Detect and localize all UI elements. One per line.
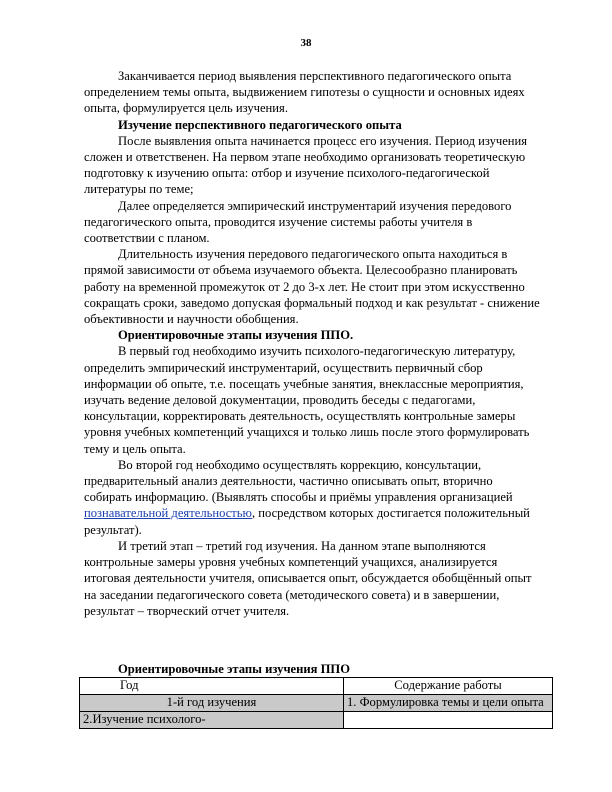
table-cell: 2.Изучение психолого-: [80, 712, 344, 729]
paragraph: Заканчивается период выявления перспективного педагогического опыта определением темы опыта, выдвижением гипотезы о сущности и основных идеях опыта, формулируется цель изучения.: [84, 69, 525, 116]
table-header-year: Год: [80, 678, 344, 695]
table-header-row: [80, 678, 553, 695]
table-header-content: Содержание работы: [344, 678, 553, 695]
table-cell: [344, 712, 553, 729]
cognitive-activity-link[interactable]: познавательной деятельностью: [84, 506, 252, 521]
stages-table: [79, 677, 553, 729]
paragraph-text: Во второй год необходимо осуществлять коррекцию, консультации, предварительный анализ деятельности, частично описывать опыт, вторично собирать информацию. (Выявлять способы и приёмы управления организацией: [84, 457, 513, 505]
table-title: Ориентировочные этапы изучения ППО: [118, 662, 350, 676]
paragraph: После выявления опыта начинается процесс его изучения. Период изучения сложен и ответственен. На первом этапе необходимо организовать теоретическую подготовку к изучению опыта: отбор и изучение психолого-педагогической литературы по теме;: [84, 133, 528, 197]
section-heading: Изучение перспективного педагогического опыта: [118, 117, 402, 132]
section-heading: Ориентировочные этапы изучения ППО.: [118, 328, 354, 343]
document-body: [84, 68, 542, 619]
paragraph: И третий этап – третий год изучения. На данном этапе выполняются контрольные замеры уровня учебных компетенций учащихся, анализируется итоговая деятельности учителя, описывается опыт, обсуждается обобщённый опыт на заседании педагогического совета (методического совета) и в завершении, результат – творческий отчет учителя.: [84, 538, 532, 618]
paragraph: В первый год необходимо изучить психолого-педагогическую литературу, определить эмпирический инструментарий, осуществить первичный сбор информации об опыте, т.е. посещать учебные занятия, внеклассные мероприятия, изучать ведение деловой документации, проводить беседы с педагогами, консультации, корректировать деятельность, осуществлять контрольные замеры уровня учебных компетенций учащихся и только лишь после этого формулировать тему и цель опыта.: [84, 344, 530, 456]
page-number: 38: [300, 37, 312, 49]
table-row: [80, 695, 553, 712]
table-row: [80, 712, 553, 729]
table-cell: 1-й год изучения: [80, 695, 344, 712]
paragraph: Длительность изучения передового педагогического опыта находиться в прямой зависимости от объема изучаемого объекта. Целесообразно планировать работу на временной промежуток от 2 до 3-х лет. Не стоит при этом искусственно сокращать сроки, заведомо допуская формальный подход и как результат - снижение объективности и научности обобщения.: [84, 247, 540, 327]
paragraph-text: , посредством которых достигается положительный результат).: [84, 506, 530, 537]
table-cell: 1. Формулировка темы и цели опыта: [344, 695, 553, 712]
paragraph: Далее определяется эмпирический инструментарий изучения передового педагогического опыта, проводится изучение системы работы учителя в соответствии с планом.: [84, 198, 512, 246]
paragraph: [84, 457, 542, 538]
